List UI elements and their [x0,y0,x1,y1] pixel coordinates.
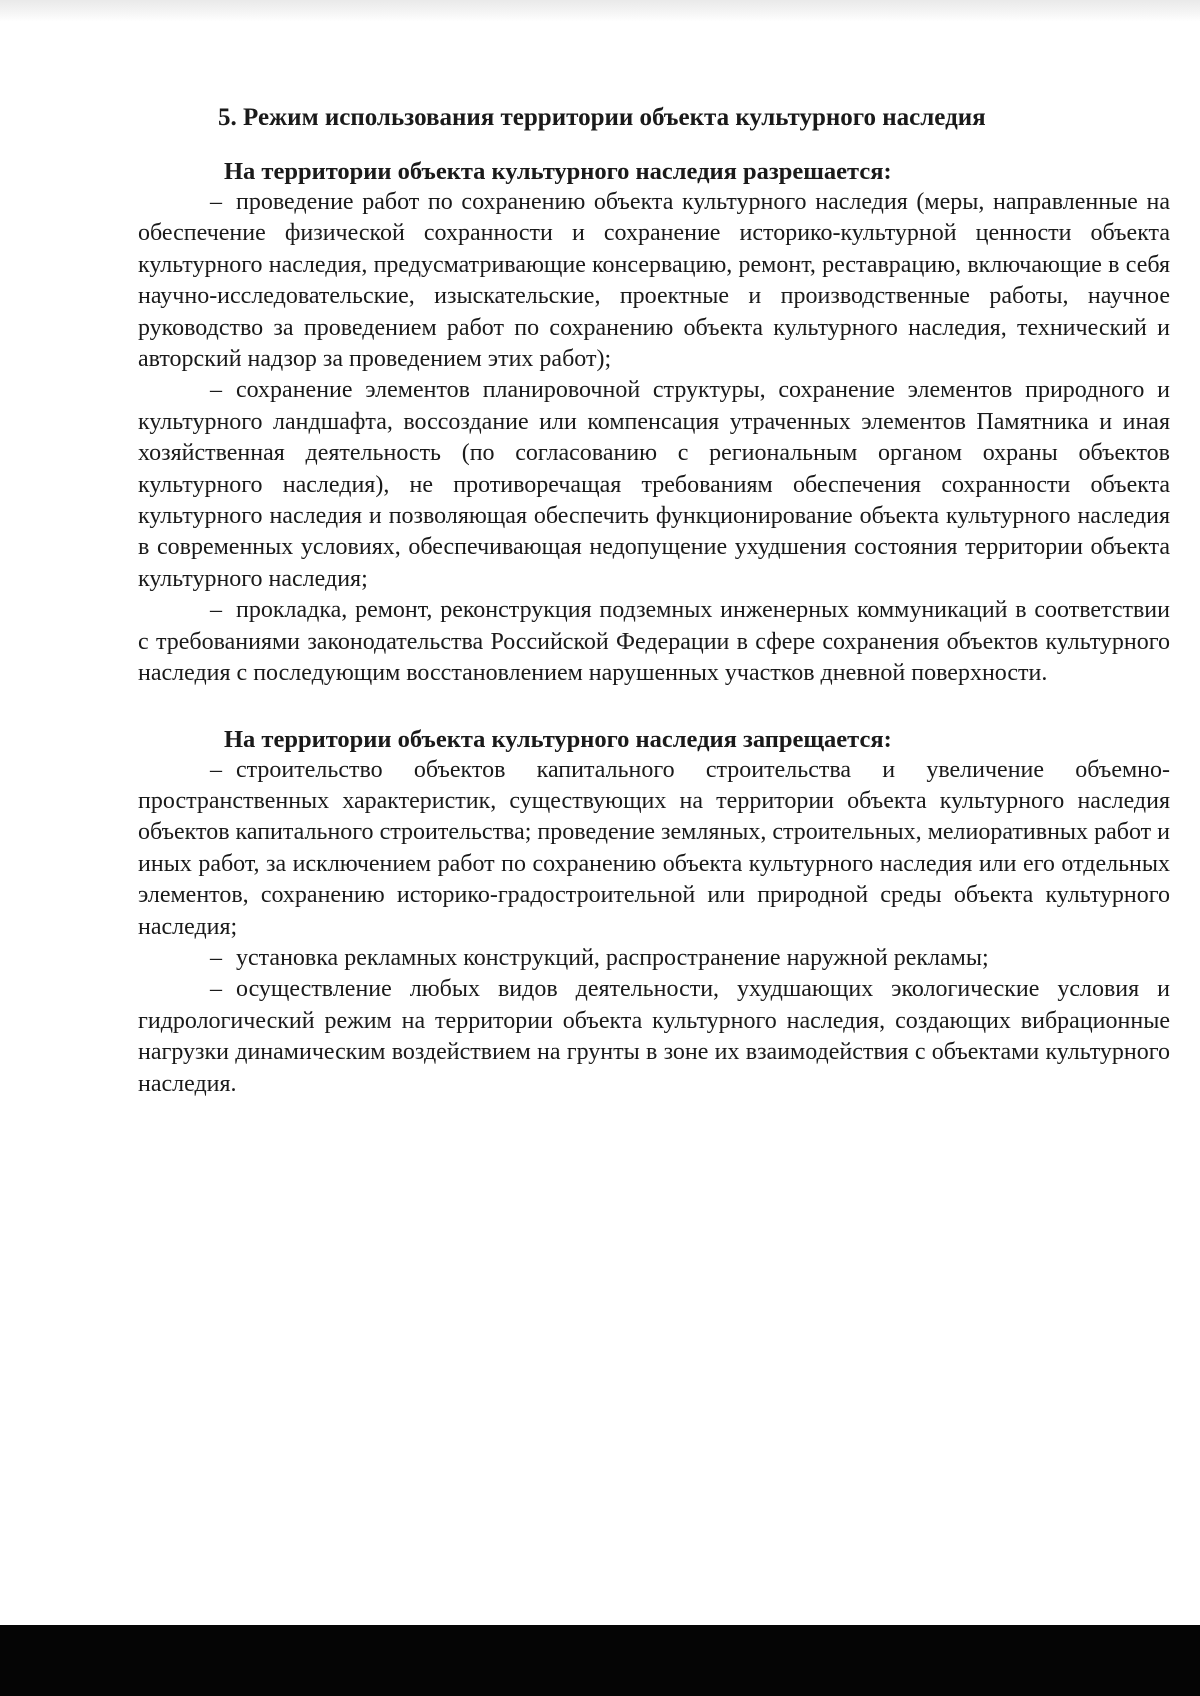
forbidden-item-1 [138,755,1170,943]
document-body [138,102,1170,1100]
list-dash: – [210,944,222,971]
forbidden-item-2 [138,943,1170,974]
forbidden-item-3-text: осуществление любых видов деятельности, ухудшающих экологические условия и гидрологический режим на территории объекта культурного наследия, создающих вибрационные нагрузки динамическим воздействием на грунты в зоне их взаимодействия с объектами культурного наследия. [138,976,1170,1097]
forbidden-item-3 [138,974,1170,1100]
scan-bottom-border [0,1625,1200,1696]
list-dash: – [210,976,222,1003]
allowed-heading: На территории объекта культурного наследия разрешается: [224,158,892,185]
forbidden-heading: На территории объекта культурного наследия запрещается: [224,725,892,753]
forbidden-item-1-text: строительство объектов капитального строительства и увеличение объемно-пространственных характеристик, существующих на территории объекта культурного наследия объектов капитального строительства; проведение земляных, строительных, мелиоративных работ и иных работ, за исключением работ по сохранению объекта культурного наследия или его отдельных элементов, сохранению историко-градостроительной или природной среды объекта культурного наследия; [138,756,1170,940]
scan-edge-shadow [0,0,1200,22]
allowed-item-3-text: прокладка, ремонт, реконструкция подземных инженерных коммуникаций в соответствии с требованиями законодательства Российской Федерации в сфере сохранения объектов культурного наследия с последующим восстановлением нарушенных участков дневной поверхности. [138,597,1170,687]
list-dash: – [210,597,222,624]
section-title: 5. Режим использования территории объекта культурного наследия [218,104,986,131]
allowed-item-1-text: проведение работ по сохранению объекта культурного наследия (меры, направленные на обеспечение физической сохранности и сохранение историко-культурной ценности объекта культурного наследия, предусматривающие консервацию, ремонт, реставрацию, включающие в себя научно-исследовательские, изыскательские, проектные и производственные работы, научное руководство за проведением работ по сохранению объекта культурного наследия, технический и авторский надзор за проведением этих работ); [138,189,1170,373]
allowed-item-2 [138,375,1170,595]
forbidden-item-2-text: установка рекламных конструкций, распространение наружной рекламы; [236,944,989,971]
list-dash: – [210,377,222,404]
list-dash: – [210,189,222,215]
allowed-item-2-text: сохранение элементов планировочной структуры, сохранение элементов природного и культурного ландшафта, воссоздание или компенсация утраченных элементов Памятника и иная хозяйственная деятельность (по согласованию с региональным органом охраны объектов культурного наследия), не противоречащая требованиям обеспечения сохранности объекта культурного наследия и позволяющая обеспечить функционирование объекта культурного наследия в современных условиях, обеспечивающая недопущение ухудшения состояния территории объекта культурного наследия; [138,377,1170,592]
allowed-item-1 [138,187,1170,375]
allowed-item-3 [138,595,1170,689]
list-dash: – [210,756,222,783]
